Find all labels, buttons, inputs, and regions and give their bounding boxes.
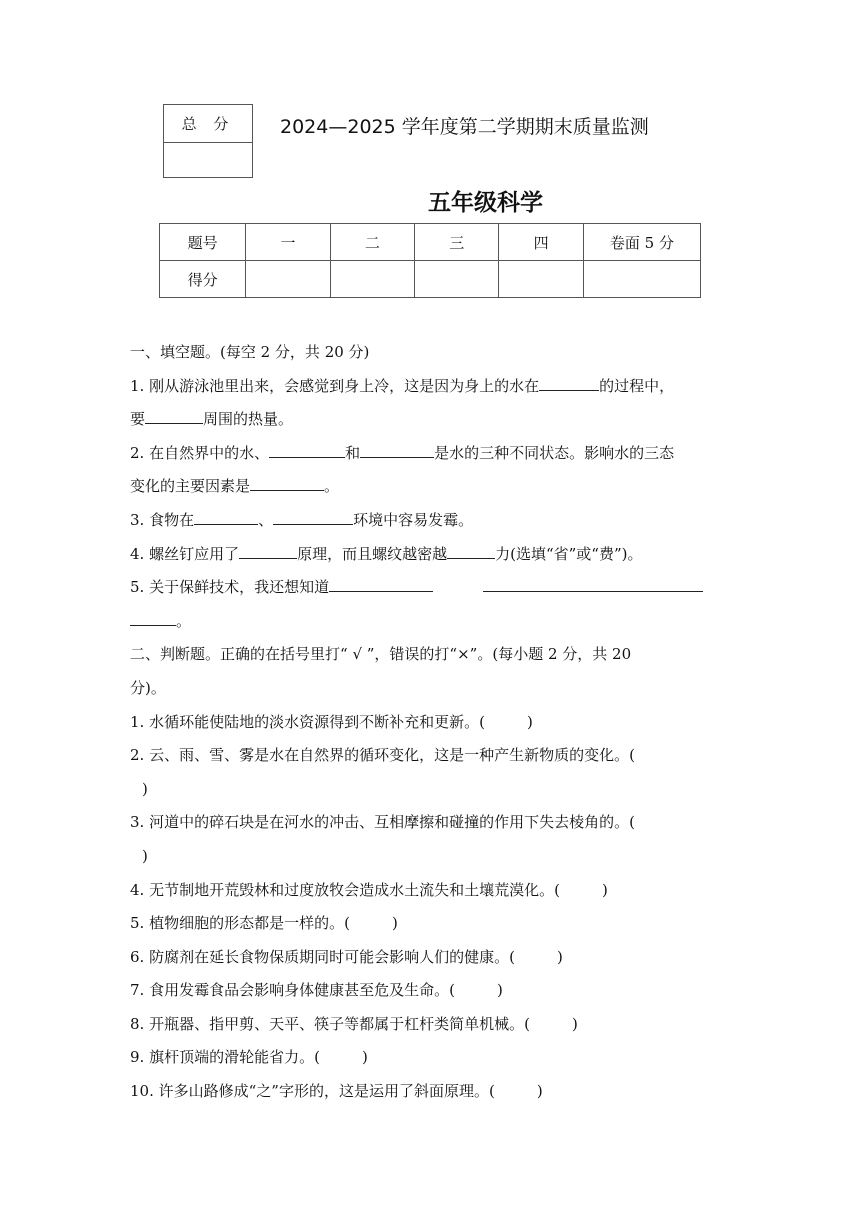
q3-text-b: 、 <box>258 510 274 529</box>
judge-item-7-close: ) <box>496 981 503 1000</box>
score-cell-1 <box>246 261 330 298</box>
q2-text-d: 变化的主要因素是 <box>130 477 251 496</box>
q3-text-a: 3. 食物在 <box>130 510 195 529</box>
q5-line1 <box>130 571 734 605</box>
judge-item-5-text: 5. 植物细胞的形态都是一样的。( <box>130 914 350 933</box>
q1-line1 <box>130 370 734 404</box>
q5-text-a: 5. 关于保鲜技术，我还想知道 <box>130 578 330 597</box>
q3-line <box>130 504 734 538</box>
q2-blank-1 <box>269 443 345 458</box>
judge-item-9 <box>130 1041 734 1075</box>
question-content <box>130 336 734 1109</box>
header-cell-2: 二 <box>330 224 414 261</box>
exam-title: 2024—2025 学年度第二学期期末质量监测 <box>280 116 649 138</box>
q4-text-a: 4. 螺丝钉应用了 <box>130 544 240 563</box>
q2-blank-2 <box>360 443 434 458</box>
q5-blank-2 <box>483 577 703 592</box>
score-table <box>159 223 701 298</box>
header-cell-neatness: 卷面 5 分 <box>583 224 700 261</box>
judge-item-2-line1 <box>130 739 734 773</box>
score-cell-3 <box>415 261 499 298</box>
judge-item-6-close: ) <box>556 947 563 966</box>
judge-item-2-text: 2. 云、雨、雪、雾是水在自然界的循环变化，这是一种产生新物质的变化。( <box>130 746 635 765</box>
header-cell-4: 四 <box>499 224 583 261</box>
score-row-label: 得分 <box>160 261 246 298</box>
q1-blank-1 <box>539 376 599 391</box>
q5-text-b: 。 <box>176 611 192 630</box>
judge-item-1-text: 1. 水循环能使陆地的淡水资源得到不断补充和更新。( <box>130 712 485 731</box>
q3-text-c: 环境中容易发霉。 <box>353 510 474 529</box>
judge-item-8-close: ) <box>571 1014 578 1033</box>
judge-item-4-close: ) <box>601 880 608 899</box>
q4-text-b: 原理，而且螺纹越密越 <box>297 544 448 563</box>
q4-line <box>130 538 734 572</box>
judge-item-3-close: ) <box>142 846 148 865</box>
q5-blank-3 <box>130 611 176 626</box>
judge-item-1 <box>130 706 734 740</box>
q5-line2 <box>130 605 734 639</box>
judge-item-10-text: 10. 许多山路修成“之”字形的，这是运用了斜面原理。( <box>130 1082 495 1101</box>
q1-blank-2 <box>145 409 203 424</box>
judge-item-9-close: ) <box>361 1048 368 1067</box>
subject-title: 五年级科学 <box>428 190 543 216</box>
judge-item-8-text: 8. 开瓶器、指甲剪、天平、筷子等都属于杠杆类简单机械。( <box>130 1014 530 1033</box>
judge-item-10-close: ) <box>536 1082 543 1101</box>
section2-title-line1: 二、判断题。正确的在括号里打“ √ ”，错误的打“×”。(每小题 2 分，共 20 <box>130 645 632 664</box>
q3-blank-2 <box>273 510 353 525</box>
score-table-header-row <box>160 224 701 261</box>
judge-item-2-close: ) <box>142 779 148 798</box>
header-cell-question-no: 题号 <box>160 224 246 261</box>
q4-text-c: 力(选填“省”或“费”)。 <box>495 544 643 563</box>
judge-item-2-line2 <box>130 773 734 807</box>
section2-title-line2: 分)。 <box>130 678 166 697</box>
q2-line2 <box>130 470 734 504</box>
judge-item-3-text: 3. 河道中的碎石块是在河水的冲击、互相摩擦和碰撞的作用下失去棱角的。( <box>130 813 635 832</box>
score-table-score-row <box>160 261 701 298</box>
score-cell-4 <box>499 261 583 298</box>
header-cell-3: 三 <box>415 224 499 261</box>
q2-line1 <box>130 437 734 471</box>
judge-item-6 <box>130 941 734 975</box>
judge-item-3-line1 <box>130 806 734 840</box>
q4-blank-2 <box>447 544 495 559</box>
judge-item-8 <box>130 1008 734 1042</box>
total-score-box <box>163 104 253 178</box>
score-cell-neatness <box>583 261 700 298</box>
judge-item-4-text: 4. 无节制地开荒毁林和过度放牧会造成水土流失和土壤荒漠化。( <box>130 880 560 899</box>
q2-text-a-real: 2. 在自然界中的水、 <box>130 443 270 462</box>
judge-item-1-close: ) <box>526 712 533 731</box>
judge-item-10 <box>130 1075 734 1109</box>
q1-text-a: 1. 刚从游泳池里出来，会感觉到身上冷，这是因为身上的水在 <box>130 376 540 395</box>
q2-text-b: 和 <box>345 443 361 462</box>
score-cell-2 <box>330 261 414 298</box>
q1-text-d: 周围的热量。 <box>203 410 294 429</box>
judge-item-4 <box>130 874 734 908</box>
q2-blank-3 <box>250 476 324 491</box>
q2-text-e: 。 <box>324 477 340 496</box>
q4-blank-1 <box>239 544 297 559</box>
q1-line2 <box>130 403 734 437</box>
q1-text-b: 的过程中， <box>599 376 675 395</box>
q3-blank-1 <box>194 510 258 525</box>
q5-blank-1 <box>329 577 433 592</box>
section1-title: 一、填空题。(每空 2 分，共 20 分) <box>130 343 370 361</box>
q2-text-c: 是水的三种不同状态。影响水的三态 <box>434 443 675 462</box>
header-cell-1: 一 <box>246 224 330 261</box>
q1-text-c: 要 <box>130 410 146 429</box>
judge-item-5 <box>130 907 734 941</box>
judge-item-5-close: ) <box>391 914 398 933</box>
judge-item-6-text: 6. 防腐剂在延长食物保质期同时可能会影响人们的健康。( <box>130 947 515 966</box>
judge-item-7 <box>130 974 734 1008</box>
judge-item-9-text: 9. 旗杆顶端的滑轮能省力。( <box>130 1048 320 1067</box>
judge-item-3-line2 <box>130 840 734 874</box>
total-score-label: 总 分 <box>164 105 252 143</box>
judge-item-7-text: 7. 食用发霉食品会影响身体健康甚至危及生命。( <box>130 981 455 1000</box>
